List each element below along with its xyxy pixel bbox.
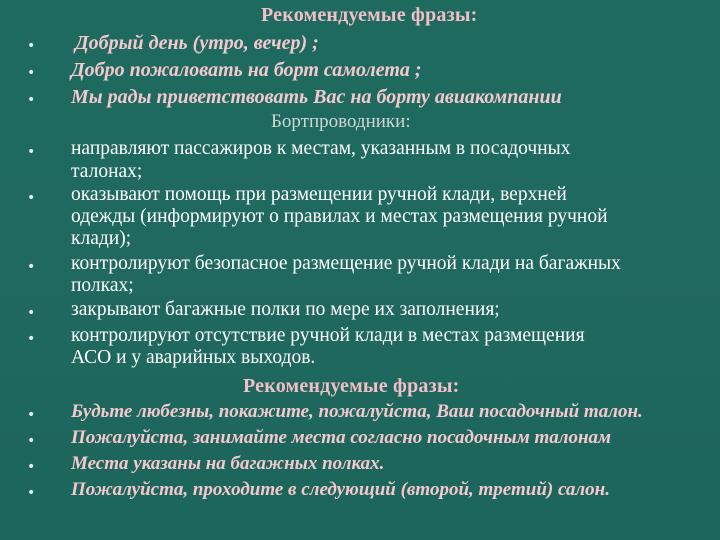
bullet-icon: • (27, 259, 36, 275)
duty-line: контролируют безопасное размещение ручной клади на багажных (71, 253, 621, 274)
phrase-seats-on-shelves: Места указаны на багажных полках. (71, 453, 385, 474)
bullet-icon: • (27, 459, 36, 475)
heading-recommended-phrases-bottom: Рекомендуемые фразы: (243, 375, 460, 397)
bullet-icon: • (27, 92, 36, 108)
phrase-welcome-aboard: Добро пожаловать на борт самолета ; (71, 59, 422, 81)
duty-line: одежды (информируют о правилах и местах размещения ручной (71, 206, 608, 227)
duty-line: оказывают помощь при размещении ручной клади, верхней (71, 184, 567, 205)
bullet-icon: • (27, 433, 36, 449)
phrase-greeting: Добрый день (утро, вечер) ; (75, 32, 319, 54)
bullet-icon: • (27, 65, 36, 81)
bullet-icon: • (27, 38, 36, 54)
bullet-icon: • (27, 190, 36, 206)
duty-line: контролируют отсутствие ручной клади в местах размещения (71, 325, 585, 346)
phrase-next-cabin: Пожалуйста, проходите в следующий (второй, третий) салон. (71, 479, 610, 500)
bullet-icon: • (27, 485, 36, 501)
phrase-show-boarding-pass: Будьте любезны, покажите, пожалуйста, Ваш посадочный талон. (71, 401, 643, 422)
bullet-icon: • (27, 305, 36, 321)
subheading-flight-attendants: Бортпроводники: (271, 111, 411, 132)
phrase-take-seats: Пожалуйста, занимайте места согласно посадочным талонам (71, 427, 612, 448)
bullet-icon: • (27, 331, 36, 347)
phrase-glad-to-welcome: Мы рады приветствовать Вас на борту авиакомпании (71, 86, 562, 108)
duty-line: талонах; (71, 161, 143, 182)
duty-line: АСО и у аварийных выходов. (71, 347, 316, 368)
heading-recommended-phrases-top: Рекомендуемые фразы: (261, 4, 478, 26)
bullet-icon: • (27, 144, 36, 160)
duty-line: клади); (71, 228, 132, 249)
duty-line: направляют пассажиров к местам, указанным в посадочных (71, 138, 571, 159)
duty-line: полках; (71, 275, 134, 296)
duty-line: закрывают багажные полки по мере их заполнения; (71, 299, 500, 320)
bullet-icon: • (27, 407, 36, 423)
